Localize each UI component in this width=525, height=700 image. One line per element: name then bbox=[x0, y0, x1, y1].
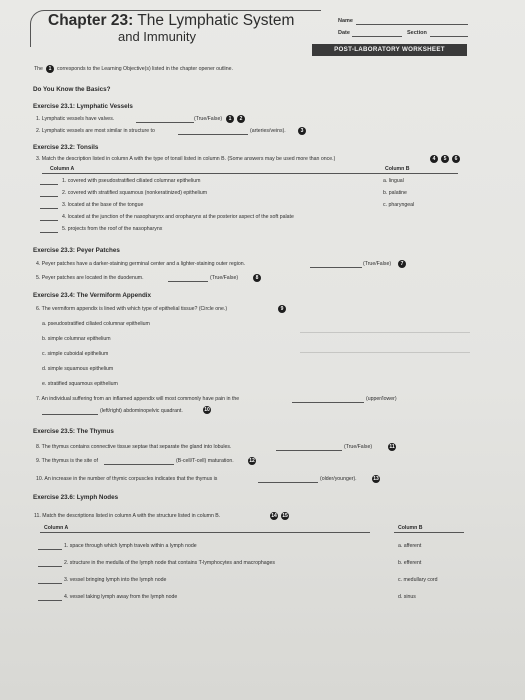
section-label: Section bbox=[407, 30, 427, 36]
answer-line-4[interactable] bbox=[310, 267, 362, 268]
question-11: 11. Match the descriptions listed in column A with the structure listed in column B. bbox=[34, 513, 221, 519]
appendix-option-e[interactable]: e. stratified squamous epithelium bbox=[42, 381, 118, 387]
objective-badge: 10 bbox=[204, 407, 210, 413]
question-5: 5. Peyer patches are located in the duodenum. bbox=[36, 275, 144, 281]
objective-badge: 8 bbox=[253, 274, 261, 282]
answer-line-5[interactable] bbox=[168, 281, 208, 282]
chapter-name: The Lymphatic System bbox=[133, 12, 295, 29]
objective-badge: 7 bbox=[398, 260, 406, 268]
answer-line-8[interactable] bbox=[276, 450, 342, 451]
chapter-subtitle: and Immunity bbox=[118, 29, 197, 44]
question-9: 9. The thymus is the site of bbox=[36, 458, 98, 464]
match-blank[interactable] bbox=[38, 583, 62, 584]
exercise-23-5-heading: Exercise 23.5: The Thymus bbox=[33, 428, 114, 435]
name-label: Name bbox=[338, 18, 353, 24]
date-label: Date bbox=[338, 30, 350, 36]
tonsil-item-4: 4. located at the junction of the nasopharynx and oropharynx at the posterior aspect of the soft palate bbox=[62, 214, 294, 220]
divider bbox=[300, 352, 470, 353]
answer-line-9[interactable] bbox=[104, 464, 174, 465]
tonsil-item-3: 3. located at the base of the tongue bbox=[62, 202, 144, 208]
question-8-choice: (True/False) bbox=[344, 444, 373, 450]
match-blank[interactable] bbox=[40, 196, 58, 197]
appendix-option-a[interactable]: a. pseudostratified ciliated columnar epithelium bbox=[42, 321, 150, 327]
appendix-option-c[interactable]: c. simple cuboidal epithelium bbox=[42, 351, 109, 357]
name-field[interactable] bbox=[356, 24, 468, 25]
node-option-d: d. sinus bbox=[398, 594, 416, 600]
objective-badge: 3 bbox=[298, 127, 306, 135]
objective-badge: 15 bbox=[282, 513, 288, 519]
question-5-choice: (True/False) bbox=[210, 275, 239, 281]
objective-badge: 9 bbox=[278, 305, 286, 313]
question-7-choice: (upper/lower) bbox=[366, 396, 397, 402]
objective-badge: 1 bbox=[46, 65, 54, 73]
answer-line-2[interactable] bbox=[178, 134, 248, 135]
appendix-option-b[interactable]: b. simple columnar epithelium bbox=[42, 336, 111, 342]
exercise-23-2-heading: Exercise 23.2: Tonsils bbox=[33, 144, 99, 151]
objective-badge: 5 bbox=[441, 155, 449, 163]
tonsil-option-a: a. lingual bbox=[383, 178, 404, 184]
question-4: 4. Peyer patches have a darker-staining germinal center and a lighter-staining outer region. bbox=[36, 261, 246, 267]
post-lab-banner: POST-LABORATORY WORKSHEET bbox=[312, 44, 467, 56]
answer-line-7a[interactable] bbox=[292, 402, 364, 403]
node-item-3: 3. vessel bringing lymph into the lymph node bbox=[64, 577, 167, 583]
objective-badge: 4 bbox=[430, 155, 438, 163]
objective-badge: 2 bbox=[237, 115, 245, 123]
tonsil-item-5: 5. projects from the roof of the nasopharynx bbox=[62, 226, 163, 232]
question-6: 6. The vermiform appendix is lined with which type of epithelial tissue? (Circle one.) bbox=[36, 306, 228, 312]
match-blank[interactable] bbox=[40, 184, 58, 185]
chapter-number: Chapter 23: bbox=[48, 12, 134, 29]
column-b-heading: Column B bbox=[385, 166, 410, 172]
column-a-rule bbox=[40, 532, 370, 533]
match-blank[interactable] bbox=[40, 208, 58, 209]
section-field[interactable] bbox=[430, 36, 468, 37]
objective-badge: 6 bbox=[452, 155, 460, 163]
match-blank[interactable] bbox=[38, 600, 62, 601]
answer-line-10[interactable] bbox=[258, 482, 318, 483]
match-blank[interactable] bbox=[38, 566, 62, 567]
exercise-23-4-heading: Exercise 23.4: The Vermiform Appendix bbox=[33, 292, 152, 299]
node-option-a: a. afferent bbox=[398, 543, 422, 549]
match-blank[interactable] bbox=[40, 232, 58, 233]
answer-line-7b[interactable] bbox=[42, 414, 98, 415]
question-2-choice: (arteries/veins). bbox=[250, 128, 286, 134]
objective-badge: 13 bbox=[373, 476, 379, 482]
column-a-rule bbox=[42, 173, 412, 174]
appendix-option-d[interactable]: d. simple squamous epithelium bbox=[42, 366, 114, 372]
column-a-heading: Column A bbox=[50, 166, 75, 172]
column-b-heading: Column B bbox=[398, 525, 423, 531]
question-2: 2. Lymphatic vessels are most similar in structure to bbox=[36, 128, 155, 134]
node-item-1: 1. space through which lymph travels within a lymph node bbox=[64, 543, 197, 549]
question-1: 1. Lymphatic vessels have valves. bbox=[36, 116, 115, 122]
exercise-23-3-heading: Exercise 23.3: Peyer Patches bbox=[33, 247, 120, 254]
question-4-choice: (True/False) bbox=[363, 261, 392, 267]
node-item-2: 2. structure in the medulla of the lymph node that contains T-lymphocytes and macrophages bbox=[64, 560, 275, 566]
question-1-choice: (True/False) bbox=[194, 116, 223, 122]
tonsil-item-2: 2. covered with stratified squamous (nonkeratinized) epithelium bbox=[62, 190, 208, 196]
match-blank[interactable] bbox=[40, 220, 58, 221]
tonsil-item-1: 1. covered with pseudostratified ciliated columnar epithelium bbox=[62, 178, 201, 184]
basics-heading: Do You Know the Basics? bbox=[33, 86, 111, 93]
column-b-rule bbox=[394, 532, 464, 533]
question-10-choice: (older/younger). bbox=[320, 476, 357, 482]
question-8: 8. The thymus contains connective tissue septae that separate the gland into lobules. bbox=[36, 444, 232, 450]
column-b-rule bbox=[370, 173, 458, 174]
node-item-4: 4. vessel taking lymph away from the lymph node bbox=[64, 594, 178, 600]
node-option-b: b. efferent bbox=[398, 560, 422, 566]
match-blank[interactable] bbox=[38, 549, 62, 550]
chapter-title bbox=[48, 12, 294, 30]
objective-badge: 14 bbox=[271, 513, 277, 519]
question-3: 3. Match the description listed in column A with the type of tonsil listed in column B. (Some answers may be used more than once.) bbox=[36, 156, 336, 162]
column-a-heading: Column A bbox=[44, 525, 69, 531]
question-10: 10. An increase in the number of thymic corpuscles indicates that the thymus is bbox=[36, 476, 218, 482]
date-field[interactable] bbox=[352, 36, 402, 37]
question-7: 7. An individual suffering from an inflamed appendix will most commonly have pain in the bbox=[36, 396, 240, 402]
question-7-line2: (left/right) abdominopelvic quadrant. bbox=[100, 408, 183, 414]
divider bbox=[300, 332, 470, 333]
objective-badge: 1 bbox=[226, 115, 234, 123]
exercise-23-6-heading: Exercise 23.6: Lymph Nodes bbox=[33, 494, 119, 501]
question-9-choice: (B-cell/T-cell) maturation. bbox=[176, 458, 234, 464]
intro-prefix: The bbox=[34, 66, 43, 72]
objective-badge: 11 bbox=[389, 444, 395, 450]
tonsil-option-c: c. pharyngeal bbox=[383, 202, 415, 208]
exercise-23-1-heading: Exercise 23.1: Lymphatic Vessels bbox=[33, 103, 133, 110]
objective-badge: 12 bbox=[249, 458, 255, 464]
answer-line-1[interactable] bbox=[136, 122, 194, 123]
intro-text: corresponds to the Learning Objective(s) listed in the chapter opener outline. bbox=[57, 66, 233, 72]
tonsil-option-b: b. palatine bbox=[383, 190, 407, 196]
node-option-c: c. medullary cord bbox=[398, 577, 438, 583]
